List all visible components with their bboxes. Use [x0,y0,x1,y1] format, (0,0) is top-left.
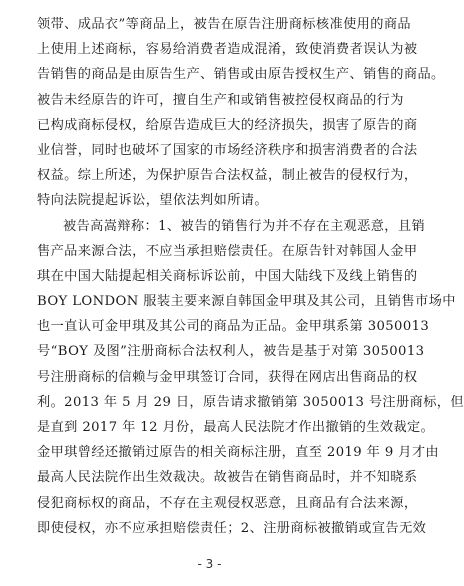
text-line: 告销售的商品是由原告生产、销售或由原告授权生产、销售的商品。 [37,67,445,83]
text-line: 也一直认可金甲琪及其公司的商品为正品。金甲琪系第 3050013 [37,319,430,335]
text-line: 琪在中国大陆提起相关商标诉讼前，中国大陆线下及线上销售的 [37,268,418,284]
text-line: 被告未经原告的许可，擅自生产和或销售被控侵权商品的行为 [37,92,404,108]
document-body [37,12,464,541]
text-line: 号“BOY 及图”注册商标合法权利人，被告是基于对第 3050013 [37,344,425,360]
text-line: 金甲琪曾经还撤销过原告的相关商标注册，直至 2019 年 9 月才由 [37,445,440,461]
text-line: 是直到 2017 年 12 月份，最高人民法院才作出撤销的生效裁定。 [37,420,435,435]
text-line: 特向法院提起诉讼，望依法判如所请。 [37,193,268,209]
text-line: 利。2013 年 5 月 29 日，原告请求撤销第 3050013 号注册商标，但 [37,394,464,410]
text-line: 即使侵权，亦不应承担赔偿责任；2、注册商标被撤销或宣告无效 [37,520,427,536]
text-line: 侵犯商标权的商品，不存在主观侵权恶意，且商品有合法来源， [37,495,418,511]
text-line: 售产品来源合法，不应当承担赔偿责任。在原告针对韩国人金甲 [37,243,418,259]
text-line: 领带、成品衣”等商品上，被告在原告注册商标核准使用的商品 [37,17,412,32]
text-line: 权益。综上所述，为保护原告合法权益，制止被告的侵权行为， [37,168,418,184]
page-number: - 3 - [197,557,222,571]
text-line: 业信誉，同时也破坏了国家的市场经济秩序和损害消费者的合法 [37,142,418,158]
paragraph-first-line: 被告高嵩辩称：1、被告的销售行为并不存在主观恶意，且销 [63,218,426,234]
text-line: 上使用上述商标，容易给消费者造成混淆，致使消费者误认为被 [37,42,418,58]
text-line: 最高人民法院作出生效裁决。故被告在销售商品时，并不知晓系 [37,470,418,486]
text-line: 已构成商标侵权，给原告造成巨大的经济损失，损害了原告的商 [37,117,418,133]
text-line: 号注册商标的信赖与金甲琪签订合同，获得在网店出售商品的权 [37,369,418,385]
text-line: BOY LONDON 服装主要来源自韩国金甲琪及其公司，且销售市场中 [37,294,456,310]
